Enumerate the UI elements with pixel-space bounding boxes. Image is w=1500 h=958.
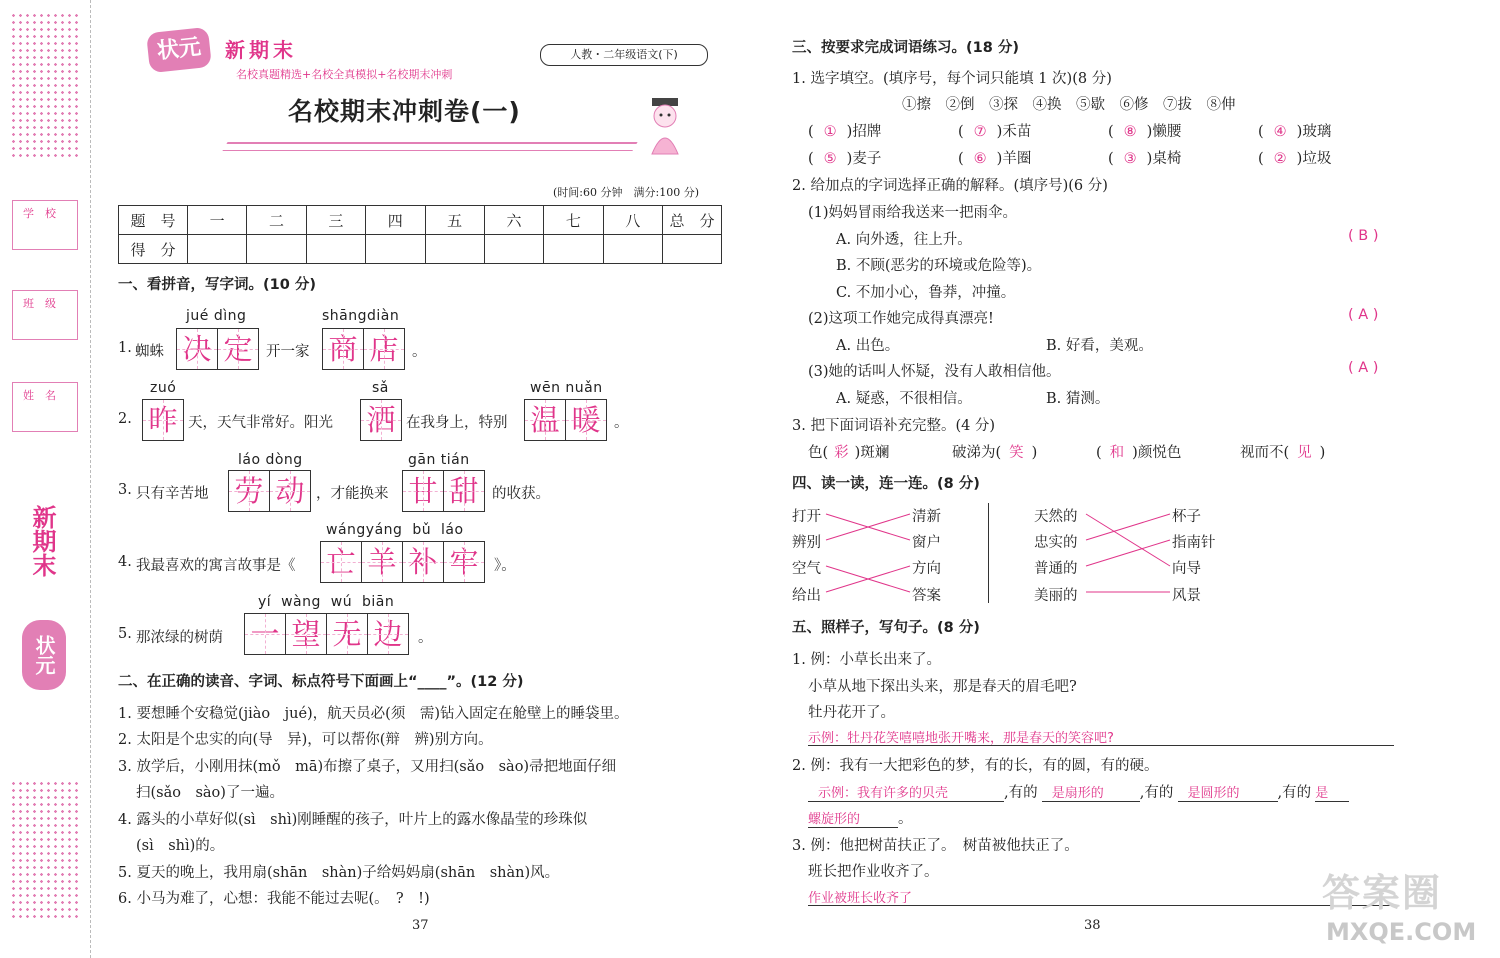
s1-q5-number: 5. (118, 626, 132, 642)
s5-e1-answer-line (808, 745, 1394, 746)
s3-idiom (1240, 441, 1325, 462)
s3-q2-1-option-c: C. 不加小心，鲁莽，冲撞。 (836, 285, 1016, 301)
match-left-a[interactable]: 空气 (792, 561, 821, 577)
s3-q2-2-answer: ( A ) (1348, 307, 1379, 323)
brand-logo-text: 状元 (155, 34, 203, 65)
section-5-heading: 五、照样子，写句子。(8 分) (792, 620, 980, 636)
score-cell[interactable] (188, 235, 247, 264)
match-left-b[interactable]: 清新 (912, 509, 941, 525)
s1-q3-text-c: 的收获。 (492, 486, 550, 502)
score-header-cell: 八 (603, 206, 662, 235)
match-left-a[interactable]: 给出 (792, 588, 821, 604)
sidebar-logo-text: 状元 (32, 635, 56, 675)
answer-char: 望 (286, 614, 327, 654)
answer-char: 暖 (566, 400, 606, 440)
s5-e1b: 小草从地下探出头来，那是春天的眉毛吧? (808, 679, 1077, 695)
s1-q4-text-c: 》。 (494, 558, 516, 574)
s3-q1-prompt: 1. 选字填空。(填序号，每个词只能填 1 次)(8 分) (792, 71, 1112, 87)
s5-e1-answer[interactable]: 示例：牡丹花笑嘻嘻地张开嘴来，那是春天的笑容吧? (808, 731, 1114, 746)
s1-q2-answer-box-2[interactable] (360, 399, 402, 441)
section-2-heading: 二、在正确的读音、字词、标点符号下面画上“____”。(12 分) (118, 674, 524, 690)
s1-q2-text-b: 在我身上，特别 (406, 415, 508, 431)
s5-e1c: 牡丹花开了。 (808, 705, 895, 721)
s1-q1-text-c: 。 (412, 344, 427, 360)
fill-word: 禾苗 (1002, 124, 1032, 140)
school-label: 学 校 (23, 207, 56, 220)
s1-q3-answer-box-1[interactable] (228, 470, 311, 512)
s2-line: 1. 要想睡个安稳觉(jiào jué)，航天员必(须 需)钻入固定在舱壁上的睡袋里。 (118, 706, 629, 722)
s2-line: 5. 夏天的晚上，我用扇(shān shàn)子给妈妈扇(shān shàn)风。 (118, 865, 560, 881)
score-header-cell: 四 (366, 206, 425, 235)
s3-options: ①擦 ②倒 ③探 ④换 ⑤歇 ⑥修 ⑦拔 ⑧伸 (902, 97, 1236, 113)
page-number-right: 38 (1084, 918, 1101, 933)
s5-e2-fill-tail: 螺旋形的 (808, 808, 898, 828)
score-cell[interactable] (544, 235, 603, 264)
s3-fill-item: ( ⑤ )麦子 (808, 151, 882, 167)
s3-q2-3-answer: ( A ) (1348, 360, 1379, 376)
fill-word: 玻璃 (1302, 124, 1332, 140)
score-header-cell: 五 (425, 206, 484, 235)
s5-e3-answer[interactable]: 作业被班长收齐了 (808, 891, 913, 906)
match-right-b[interactable]: 杯子 (1172, 509, 1201, 525)
idiom-answer: 笑 (1009, 445, 1024, 461)
s1-q4-number: 4. (118, 554, 132, 570)
s5-e2-fill: 示例：我有许多的贝壳 (808, 782, 1004, 802)
score-header-cell: 题 号 (119, 206, 188, 235)
s3-idiom (1096, 441, 1181, 462)
brand-series: 新期末 (225, 38, 297, 62)
s1-q2-text-a: 天，天气非常好。阳光 (188, 415, 333, 431)
s1-q2-number: 2. (118, 411, 132, 427)
score-table-row-score (119, 235, 722, 264)
idiom-pre: ( (1096, 445, 1102, 461)
s1-q1-text-a: 蜘蛛 (135, 344, 164, 360)
s3-q2-2-option-a: A. 出色。 (836, 338, 900, 354)
s1-q1-number: 1. (118, 340, 132, 356)
class-field[interactable] (12, 290, 78, 340)
margin-dot-pattern-top (10, 12, 82, 157)
s2-line: 6. 小马为难了，心想：我能不能过去呢(。 ? !) (118, 891, 430, 907)
brand-subtitle: 名校真题精选+名校全真模拟+名校期末冲刺 (236, 68, 453, 81)
s2-line: 扫(sǎo sào)了一遍。 (136, 785, 284, 801)
s5-e2-text: ,有的 (1277, 785, 1312, 801)
answer-char: 无 (327, 614, 368, 654)
s1-q1-text-b: 开一家 (266, 344, 310, 360)
fill-answer: ⑥ (973, 151, 987, 167)
s5-e2: 2. 例：我有一大把彩色的梦，有的长，有的圆，有的硬。 (792, 758, 1159, 774)
answer-char: 羊 (362, 542, 403, 582)
fill-word: 垃圾 (1302, 151, 1332, 167)
watermark-url: MXQE.COM (1326, 918, 1477, 946)
s1-q3-number: 3. (118, 482, 132, 498)
binding-line (90, 0, 91, 958)
score-cell[interactable] (663, 235, 722, 264)
s5-e2-end: 。 (898, 811, 913, 827)
name-label: 姓 名 (23, 389, 56, 402)
title-underline-decoration (222, 142, 637, 151)
s1-q3-text-a: 只有辛苦地 (136, 486, 209, 502)
answer-char: 边 (368, 614, 408, 654)
watermark-logo (1322, 862, 1442, 917)
s1-q1-pinyin-1: jué dìng (186, 308, 247, 324)
idiom-pre: 色( (808, 445, 829, 461)
brand-logo (146, 27, 212, 73)
s5-e2-answer[interactable] (808, 781, 1349, 802)
s1-q2-text-c: 。 (614, 415, 629, 431)
s3-idiom (808, 441, 889, 462)
grade-tag: 人教・二年级语文(下) (540, 44, 708, 66)
answer-char: 昨 (143, 400, 183, 440)
score-header-cell: 七 (544, 206, 603, 235)
s2-line: 3. 放学后，小刚用抹(mǒ mā)布擦了桌子，又用扫(sǎo sào)帚把地面仔细 (118, 759, 617, 775)
match-right-b[interactable]: 指南针 (1172, 535, 1216, 551)
answer-char: 甘 (403, 471, 444, 511)
s5-e3-answer-line (808, 905, 1394, 906)
page-number-left: 37 (412, 918, 429, 933)
idiom-answer: 和 (1109, 445, 1125, 461)
section-1-heading: 一、看拼音，写字词。(10 分) (118, 277, 316, 293)
s3-q2-3-option-a: A. 疑惑，不很相信。 (836, 391, 972, 407)
match-right-a[interactable]: 普通的 (1034, 561, 1078, 577)
score-cell[interactable] (247, 235, 306, 264)
s1-q3-pinyin-2: gān tián (408, 452, 470, 468)
s5-e3: 3. 例：他把树苗扶正了。 树苗被他扶正了。 (792, 838, 1079, 854)
s3-q2-2-option-b: B. 好看，美观。 (1046, 338, 1153, 354)
s1-q5-text-a: 那浓绿的树荫 (136, 630, 223, 646)
exam-title: 名校期末冲刺卷(一) (288, 97, 521, 126)
score-cell[interactable] (484, 235, 543, 264)
s1-q4-text-a: 我最喜欢的寓言故事是《 (136, 558, 296, 574)
fill-answer: ⑧ (1123, 124, 1137, 140)
s3-q3-prompt: 3. 把下面词语补充完整。(4 分) (792, 418, 996, 434)
s5-e2-text: ,有的 (1004, 785, 1038, 801)
s1-q2-pinyin-1: zuó (150, 380, 177, 396)
score-header-cell: 二 (247, 206, 306, 235)
idiom-answer: 彩 (834, 445, 849, 461)
s1-q5-text-c: 。 (418, 630, 433, 646)
score-header-cell: 六 (484, 206, 543, 235)
answer-char: 温 (525, 400, 566, 440)
match-right-b[interactable]: 向导 (1172, 561, 1201, 577)
fill-word: 羊圈 (1002, 151, 1032, 167)
fill-word: 麦子 (852, 151, 882, 167)
s3-q2-1-option-a: A. 向外透，往上升。 (836, 232, 972, 248)
s1-q3-text-b: ，才能换来 (316, 486, 389, 502)
s5-e2-fill: 是扇形的 (1042, 782, 1140, 802)
s1-q2-answer-box-3[interactable] (524, 399, 607, 441)
s1-q4-answer-box[interactable] (320, 541, 485, 583)
s1-q5-pinyin-1: yí wàng wú biān (258, 594, 395, 610)
s2-line: (sì shì)的。 (136, 838, 225, 854)
answer-char: 劳 (229, 471, 270, 511)
s1-q1-pinyin-2: shāngdiàn (322, 308, 400, 324)
s2-line: 2. 太阳是个忠实的向(导 异)，可以帮你(辩 辨)别方向。 (118, 732, 493, 748)
answer-char: 店 (364, 329, 404, 369)
s5-e2-fill: 是圆形的 (1178, 782, 1278, 802)
fill-answer: ③ (1123, 151, 1137, 167)
fill-answer: ② (1273, 151, 1287, 167)
idiom-post: )斑斓 (854, 445, 890, 461)
s5-e3b: 班长把作业收齐了。 (808, 864, 939, 880)
s5-e2-answer-tail[interactable] (808, 807, 913, 828)
exam-meta: (时间:60 分钟 满分:100 分) (553, 186, 699, 199)
answer-char: 牢 (444, 542, 484, 582)
s1-q4-pinyin-1: wángyáng bǔ láo (326, 522, 464, 538)
score-table (118, 205, 722, 264)
s1-q2-pinyin-2: sǎ (372, 380, 389, 396)
s3-q2-1: (1)妈妈冒雨给我送来一把雨伞。 (808, 205, 1018, 221)
idiom-pre: 破涕为( (952, 445, 1002, 461)
s1-q2-pinyin-3: wēn nuǎn (530, 380, 603, 396)
score-header-cell: 一 (188, 206, 247, 235)
s3-fill-item: ( ② )垃圾 (1258, 151, 1332, 167)
s3-fill-item: ( ⑥ )羊圈 (958, 151, 1032, 167)
matching-divider (988, 503, 989, 603)
idiom-pre: 视而不( (1240, 445, 1290, 461)
answer-char: 动 (270, 471, 310, 511)
s3-q2-3: (3)她的话叫人怀疑，没有人敢相信他。 (808, 364, 1061, 380)
score-header-cell: 三 (306, 206, 365, 235)
answer-char: 一 (245, 614, 286, 654)
idiom-post: ) (1319, 445, 1326, 461)
fill-answer: ⑦ (973, 124, 987, 140)
match-left-b[interactable]: 答案 (912, 588, 941, 604)
section-4-heading: 四、读一读，连一连。(8 分) (792, 476, 980, 492)
s1-q3-answer-box-2[interactable] (402, 470, 485, 512)
s5-e2-text: ,有的 (1139, 785, 1174, 801)
score-cell[interactable] (306, 235, 365, 264)
fill-answer: ④ (1273, 124, 1287, 140)
s5-e2-fill: 是 (1315, 782, 1349, 802)
match-left-b[interactable]: 窗户 (912, 535, 941, 551)
answer-char: 亡 (321, 542, 362, 582)
margin-dot-pattern-bottom (10, 780, 82, 920)
match-right-a[interactable]: 天然的 (1034, 509, 1078, 525)
s3-fill-item: ( ⑧ )懒腰 (1108, 124, 1182, 140)
match-lines-left (824, 506, 914, 596)
s3-q2-prompt: 2. 给加点的字词选择正确的解释。(填序号)(6 分) (792, 178, 1108, 194)
s2-line: 4. 露头的小草好似(sì shì)刚睡醒的孩子，叶片上的露水像晶莹的珍珠似 (118, 812, 588, 828)
s3-idiom (952, 441, 1037, 462)
idiom-post: )颜悦色 (1132, 445, 1182, 461)
s3-fill-item: ( ⑦ )禾苗 (958, 124, 1032, 140)
scholar-mascot-icon (640, 96, 688, 158)
score-cell[interactable] (366, 235, 425, 264)
score-cell[interactable] (603, 235, 662, 264)
answer-char: 甜 (444, 471, 484, 511)
match-right-a[interactable]: 忠实的 (1034, 535, 1078, 551)
class-label: 班 级 (23, 297, 56, 310)
match-left-a[interactable]: 打开 (792, 509, 821, 525)
s3-q2-1-answer: ( B ) (1348, 228, 1379, 244)
sidebar-logo (22, 620, 66, 690)
s5-e1: 1. 例：小草长出来了。 (792, 652, 941, 668)
s3-fill-item: ( ① )招牌 (808, 124, 882, 140)
section-3-heading: 三、按要求完成词语练习。(18 分) (792, 40, 1019, 56)
score-table-row-header (119, 206, 722, 235)
idiom-answer: 见 (1297, 445, 1312, 461)
watermark-top-text: 答案圈 (1322, 871, 1443, 915)
match-lines-right (1084, 506, 1174, 596)
answer-char: 洒 (361, 400, 401, 440)
sidebar-vertical-title: 新期末 (28, 505, 56, 577)
fill-answer: ① (823, 124, 837, 140)
fill-word: 招牌 (852, 124, 882, 140)
match-right-b[interactable]: 风景 (1172, 588, 1201, 604)
score-header-cell: 总 分 (663, 206, 722, 235)
s3-fill-item: ( ④ )玻璃 (1258, 124, 1332, 140)
s3-q2-3-option-b: B. 猜测。 (1046, 391, 1110, 407)
match-right-a[interactable]: 美丽的 (1034, 588, 1078, 604)
s1-q2-answer-box-1[interactable] (142, 399, 184, 441)
fill-answer: ⑤ (823, 151, 837, 167)
idiom-post: ) (1031, 445, 1038, 461)
score-row-label: 得 分 (119, 235, 188, 264)
s3-q2-2: (2)这项工作她完成得真漂亮! (808, 311, 994, 327)
match-left-a[interactable]: 辨别 (792, 535, 821, 551)
answer-char: 决 (177, 329, 218, 369)
answer-char: 补 (403, 542, 444, 582)
name-field[interactable] (12, 382, 78, 432)
score-cell[interactable] (425, 235, 484, 264)
s1-q1-answer-box-1[interactable] (176, 328, 259, 370)
s3-q2-1-option-b: B. 不顾(恶劣的环境或危险等)。 (836, 258, 1042, 274)
answer-char: 定 (218, 329, 258, 369)
school-field[interactable] (12, 200, 78, 250)
fill-word: 桌椅 (1152, 151, 1182, 167)
s1-q1-answer-box-2[interactable] (322, 328, 405, 370)
fill-word: 懒腰 (1152, 124, 1182, 140)
match-left-b[interactable]: 方向 (912, 561, 941, 577)
answer-char: 商 (323, 329, 364, 369)
s1-q3-pinyin-1: láo dòng (238, 452, 303, 468)
s3-fill-item: ( ③ )桌椅 (1108, 151, 1182, 167)
s1-q5-answer-box[interactable] (244, 613, 409, 655)
